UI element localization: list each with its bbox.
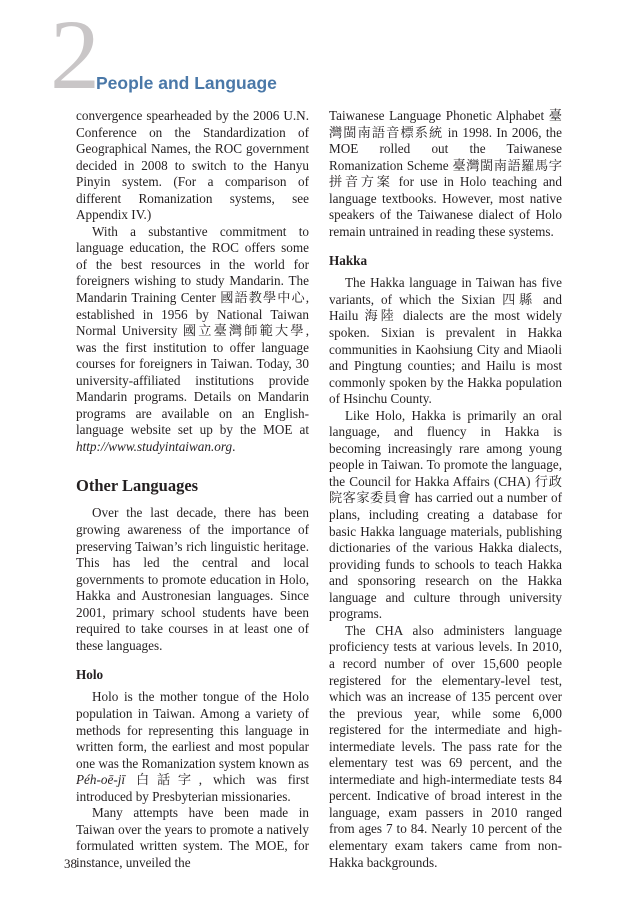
paragraph-mandarin-text: With a substantive commitment to language education, the ROC offers some of the best resources in the world for foreigners wishing to study Mandarin. The Mandarin Training Center 國語教學中心, established in 1956 by National Taiwan Normal University 國立臺灣師範大學, was the first institution to offer language courses for foreigners in Taiwan. Today, 30 university-affiliated institutions provide Mandarin programs. Details on Mandarin programs are available on an English-language website set up by the MOE at — [76, 223, 309, 438]
subheading-holo: Holo — [76, 667, 104, 683]
poj-term: Péh-oē-jī — [76, 772, 126, 788]
page-number: 38 — [64, 856, 77, 871]
chapter-number: 2 — [50, 0, 100, 110]
paragraph-written-system: Many attempts have been made in Taiwan over the years to promote a natively formulated written system. The MOE, for instance, unveiled the — [76, 805, 309, 870]
paragraph-linguistic-heritage: Over the last decade, there has been growing awareness of the importance of preserving Taiwan’s rich linguistic heritage. This has led the central and local governments to promote education in Holo, Hakka and Austronesian languages. Since 2001, primary school students have been required to take courses in at least one of these languages. — [76, 505, 309, 653]
paragraph-hakka-promotion: Like Holo, Hakka is primarily an oral language, and fluency in Hakka is becoming increasingly rare among young people in Taiwan. To promote the language, the Council for Hakka Affairs (CHA) 行政院客家委員會 has carried out a number of plans, including creating a database for basic Hakka language materials, publishing dictionaries of the various Hakka dialects, providing funds to schools to teach Hakka and sponsoring research on the Hakka language and culture through university programs. — [329, 407, 562, 622]
paragraph-phonetic-alphabet: Taiwanese Language Phonetic Alphabet 臺灣閩南語音標系統 in 1998. In 2006, the MOE rolled out the Taiwanese Romanization Scheme 臺灣閩南語羅馬字拼音方案 for use in Holo teaching and language textbooks. However, most native speakers of the Taiwanese dialect of Holo remain untrained in reading these systems. — [329, 108, 562, 239]
left-column — [76, 108, 309, 871]
paragraph-hakka-tests: The CHA also administers language proficiency tests at various levels. In 2010, a record number of over 15,600 people registered for the elementary-level test, which was an increase of 135 percent over the previous year, while some 6,000 registered for the intermediate and high-intermediate levels. The pass rate for the elementary test was 69 percent, and the intermediate and high-intermediate tests 84 percent. Indicative of broad interest in the language, exam passers in 2010 ranged from ages 7 to 84. Nearly 10 percent of the elementary exam takers came from non-Hakka backgrounds. — [329, 622, 562, 870]
studyintaiwan-link[interactable]: http://www.studyintaiwan.org — [76, 438, 233, 454]
holo-intro-text: Holo is the mother tongue of the Holo population in Taiwan. Among a variety of methods for representing this language in written form, the earliest and most popular one was the Romanization system known as — [76, 689, 309, 771]
paragraph-romanization: convergence spearheaded by the 2006 U.N. Conference on the Standardization of Geographical Names, the ROC government decided in 2008 to switch to the Hanyu Pinyin system. (For a comparison of different Romanization systems, see Appendix IV.) — [76, 108, 309, 223]
holo-intro-end: 白話字, which was first introduced by Presbyterian missionaries. — [76, 772, 309, 804]
paragraph-mandarin-resources — [76, 224, 309, 456]
paragraph-end-punct: . — [232, 438, 236, 454]
paragraph-holo-intro — [76, 689, 309, 805]
right-column — [329, 108, 562, 871]
section-heading-other-languages: Other Languages — [76, 476, 199, 496]
chapter-title: People and Language — [96, 73, 277, 93]
subheading-hakka: Hakka — [329, 253, 368, 269]
paragraph-hakka-variants: The Hakka language in Taiwan has five variants, of which the Sixian 四縣 and Hailu 海陸 dialects are the most widely spoken. Sixian is prevalent in Hakka communities in Kaohsiung City and Miaoli and Pingtung counties; and Hailu is most commonly spoken by the Hakka population of Hsinchu County. — [329, 275, 562, 407]
